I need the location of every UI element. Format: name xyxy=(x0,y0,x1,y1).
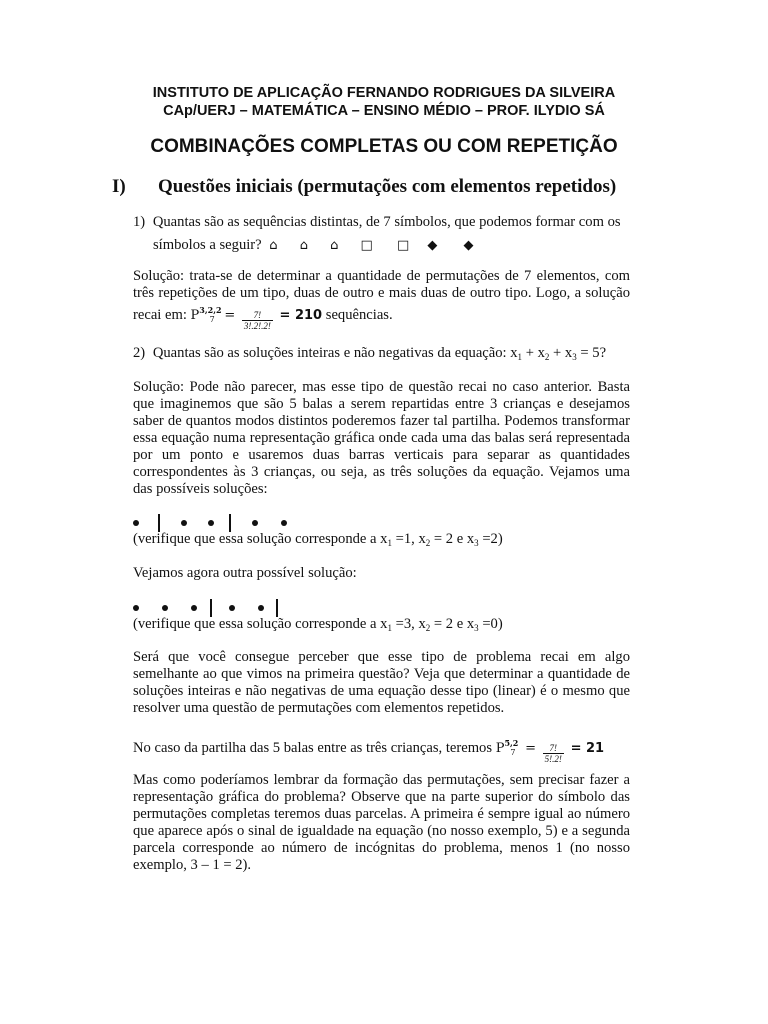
institution-header xyxy=(0,84,768,120)
dot-icon xyxy=(229,605,235,611)
paragraph-5: Mas como poderíamos lembrar da formação das permutações, sem precisar fazer a representação gráfica do problema? Observe que na parte superior do símbolo das permutações completas teremos duas parcelas. A primeira é sempre igual ao número que aparece após o sinal de igualdade na equação (no nosso exemplo, 5) e a segunda parcela corresponde ao número de incógnitas do problema, menos 1 (no nosso exemplo, 3 – 1 = 2). xyxy=(133,772,630,873)
fraction-2: $\frac{7!}{5!.2!}$ xyxy=(544,743,562,764)
paragraph-3: Será que você consegue perceber que esse tipo de problema recai em algo semelhante ao que vimos na primeira questão? Veja que determinar a quantidade de soluções inteiras e não negativas de uma equação desse tipo (linear) é o mesmo que resolver uma questão de permutações com elementos repetidos. xyxy=(133,649,630,716)
section-number: I) xyxy=(112,176,126,197)
house-icon: ⌂ xyxy=(269,238,278,253)
dot-icon xyxy=(258,605,264,611)
institution-name: INSTITUTO DE APLICAÇÃO FERNANDO RODRIGUES DA SILVEIRA xyxy=(152,85,616,101)
permutation-formula-1: P$^{3,2,2}_7$ xyxy=(190,305,222,324)
dot-icon xyxy=(208,520,214,526)
bar-icon xyxy=(210,599,212,617)
result-1: = 210 xyxy=(279,308,323,323)
diamond-icon: ◆ xyxy=(427,238,438,253)
document-title: COMBINAÇÕES COMPLETAS OU COM REPETIÇÃO xyxy=(150,136,618,157)
dot-icon xyxy=(252,520,258,526)
section-title: Questões iniciais (permutações com elementos repetidos) xyxy=(158,176,617,197)
result-2: = 21 xyxy=(570,741,605,756)
question-1-text-a: Quantas são as sequências distintas, de 7 símbolos, que podemos formar com os xyxy=(152,214,621,230)
solution-1: Solução: trata-se de determinar a quantidade de permutações de 7 elementos, com três repetições de um tipo, duas de outro e mais duas de outro tipo. Logo, a solução recai em: P$^{3,2,2}_7$ = $\frac{7!}{3!.2!.2!}$ = 210 sequências. xyxy=(133,268,630,331)
dot-icon xyxy=(133,605,139,611)
permutation-formula-2: P$^{5,2}_7$ xyxy=(495,738,519,757)
dot-icon xyxy=(191,605,197,611)
course-info: CAp/UERJ – MATEMÁTICA – ENSINO MÉDIO – PROF. ILYDIO SÁ xyxy=(163,103,605,119)
question-2 xyxy=(133,345,653,366)
diamond-icon: ◆ xyxy=(463,238,474,253)
question-1 xyxy=(133,214,633,254)
question-1-text-b: símbolos a seguir? xyxy=(153,237,262,253)
section-heading xyxy=(112,176,616,198)
dot-icon xyxy=(162,605,168,611)
solution-1-text: Solução: trata-se de determinar a quantidade de permutações de 7 elementos, com três repetições de um tipo, duas de outro e mais duas de outro tipo. Logo, a solução recai em: xyxy=(133,268,630,323)
another-solution-intro: Vejamos agora outra possível solução: xyxy=(133,565,357,581)
example-1-verify: (verifique que essa solução corresponde a $x_1 =1$, $x_2 = 2$ e $x_3 =2$) xyxy=(133,531,503,548)
paragraph-4: No caso da partilha das 5 balas entre as três crianças, teremos P$^{5,2}_7$ = $\frac{7!}{5!.2!}$ = 21 xyxy=(133,738,605,764)
example-2-verify: (verifique que essa solução corresponde a $x_1 =3$, $x_2 = 2$ e $x_3 =0$) xyxy=(133,616,503,633)
question-2-number: 2) xyxy=(133,345,146,361)
bar-icon xyxy=(158,514,160,532)
bar-icon xyxy=(229,514,231,532)
question-2-text: Quantas são as soluções inteiras e não negativas da equação: $x_1 + x_2 + x_3 = 5$? xyxy=(152,345,607,362)
question-1-number: 1) xyxy=(133,214,146,230)
square-icon: □ xyxy=(360,238,373,253)
house-icon: ⌂ xyxy=(299,238,308,253)
symbol-list xyxy=(269,238,473,253)
dot-icon xyxy=(181,520,187,526)
dot-icon xyxy=(133,520,139,526)
fraction-1: $\frac{7!}{3!.2!.2!}$ xyxy=(243,310,271,331)
dot-icon xyxy=(281,520,287,526)
square-icon: □ xyxy=(396,238,410,253)
solution-2: Solução: Pode não parecer, mas esse tipo de questão recai no caso anterior. Basta que imaginemos que são 5 balas a serem repartidas entre 3 crianças e desejamos saber de quantos modos distintos poderemos fazer tal partilha. Podemos transformar essa equação numa representação gráfica onde cada uma das balas será representada por um ponto e usaremos duas barras verticais para separar as quantidades correspondentes às 3 crianças, ou seja, as três soluções da equação. Vejamos uma das possíveis soluções: xyxy=(133,379,630,497)
bar-icon xyxy=(276,599,278,617)
house-icon: ⌂ xyxy=(330,238,339,253)
